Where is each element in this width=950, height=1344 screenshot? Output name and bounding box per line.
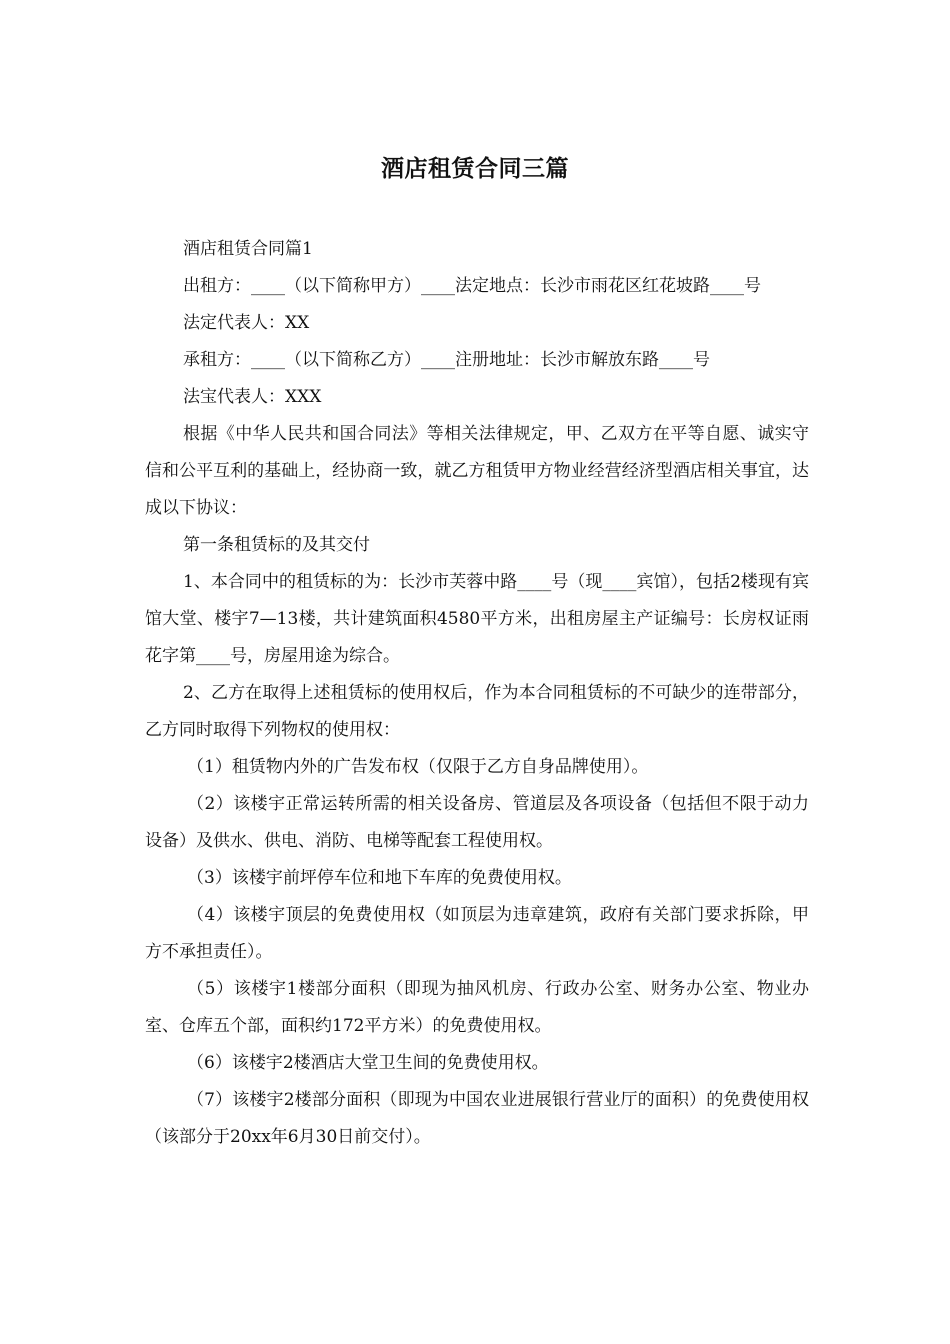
sub-clause-paragraph: （5）该楼宇1楼部分面积（即现为抽风机房、行政办公室、财务办公室、物业办室、仓库五个部，面积约172平方米）的免费使用权。 [145,979,809,1036]
lessee-representative: 法宝代表人：XXX [183,387,322,407]
sub-clause-paragraph: （3）该楼宇前坪停车位和地下车库的免费使用权。 [187,868,572,888]
lessor-representative: 法定代表人：XX [183,313,310,333]
preamble-paragraph: 根据《中华人民共和国合同法》等相关法律规定，甲、乙双方在平等自愿、诚实守信和公平互利的基础上，经协商一致，就乙方租赁甲方物业经营经济型酒店相关事宜，达成以下协议： [145,424,809,518]
sub-clause-paragraph: （4）该楼宇顶层的免费使用权（如顶层为违章建筑，政府有关部门要求拆除，甲方不承担责任）。 [145,905,809,962]
lessee-line: 承租方：____（以下简称乙方）____注册地址：长沙市解放东路____号 [183,350,710,370]
clause-paragraph: 2、乙方在取得上述租赁标的使用权后，作为本合同租赁标的不可缺少的连带部分，乙方同时取得下列物权的使用权： [145,683,809,740]
sub-clause-paragraph: （1）租赁物内外的广告发布权（仅限于乙方自身品牌使用）。 [187,757,649,777]
sub-clause-paragraph: （6）该楼宇2楼酒店大堂卫生间的免费使用权。 [187,1053,549,1073]
clause-paragraph: 1、本合同中的租赁标的为：长沙市芙蓉中路____号（现____宾馆），包括2楼现有宾馆大堂、楼宇7—13楼，共计建筑面积4580平方米，出租房屋主产证编号：长房权证雨花字第____号，房屋用途为综合。 [145,572,809,666]
sub-clause-paragraph: （2）该楼宇正常运转所需的相关设备房、管道层及各项设备（包括但不限于动力设备）及供水、供电、消防、电梯等配套工程使用权。 [145,794,809,851]
section-heading: 酒店租赁合同篇1 [183,239,313,259]
document-body [145,231,809,1156]
document-title: 酒店租赁合同三篇 [381,155,569,182]
lessor-line: 出租方：____（以下简称甲方）____法定地点：长沙市雨花区红花坡路____号 [183,276,761,296]
sub-clause-paragraph: （7）该楼宇2楼部分面积（即现为中国农业进展银行营业厅的面积）的免费使用权（该部分于20xx年6月30日前交付）。 [145,1090,809,1147]
article-heading: 第一条租赁标的及其交付 [183,535,370,555]
